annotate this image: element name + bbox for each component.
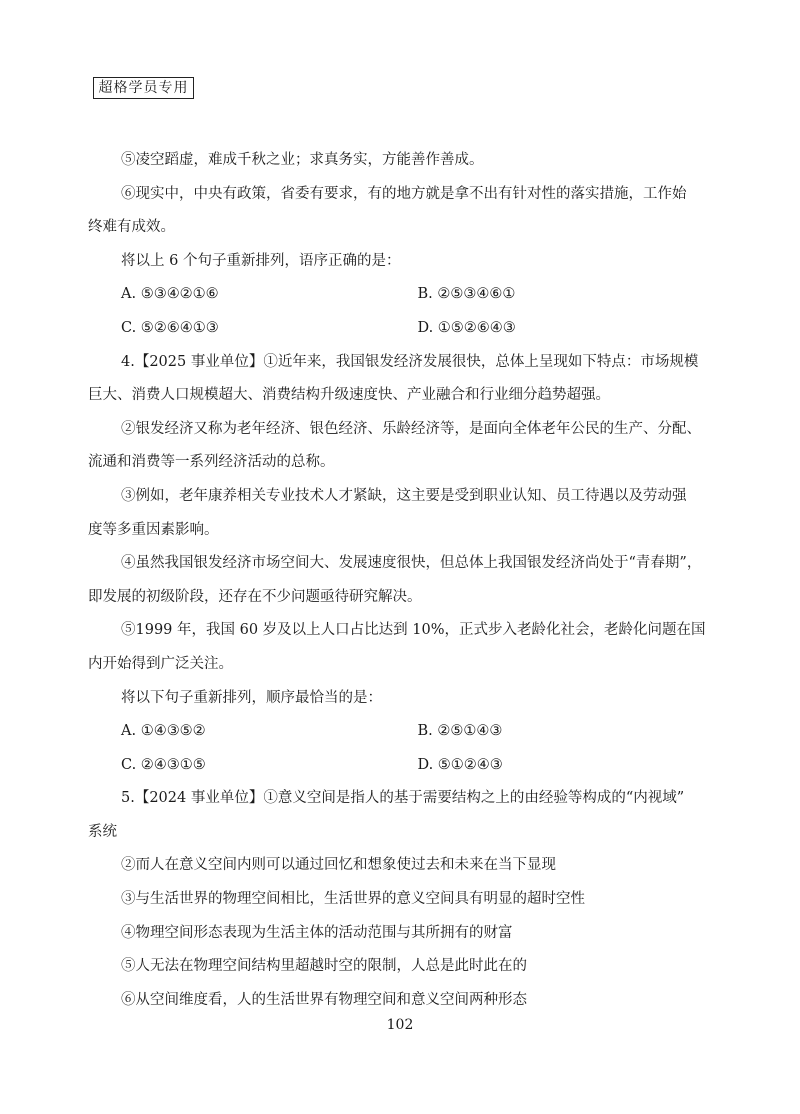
option-d: D. ①⑤②⑥④③ bbox=[417, 319, 516, 336]
text-line: ②银发经济又称为老年经济、银色经济、乐龄经济等，是面向全体老年公民的生产、分配、 bbox=[121, 420, 701, 437]
text-line: 流通和消费等一系列经济活动的总称。 bbox=[88, 454, 335, 471]
text-line: ④物理空间形态表现为生活主体的活动范围与其所拥有的财富 bbox=[121, 924, 513, 941]
option-d: D. ⑤①②④③ bbox=[417, 756, 503, 773]
text-line: 系统 bbox=[88, 823, 117, 840]
document-body bbox=[88, 144, 713, 1017]
text-line: ⑤1999 年，我国 60 岁及以上人口占比达到 10%，正式步入老龄化社会，老龄化问题在国 bbox=[121, 622, 706, 639]
question-heading: 4.【2025 事业单位】①近年来，我国银发经济发展很快，总体上呈现如下特点：市场规模 bbox=[121, 353, 699, 370]
text-line: ③例如，老年康养相关专业技术人才紧缺，这主要是受到职业认知、员工待遇以及劳动强 bbox=[121, 487, 687, 504]
options-row bbox=[88, 312, 713, 346]
text-line: 内开始得到广泛关注。 bbox=[88, 655, 233, 672]
text-line: ⑤人无法在物理空间结构里超越时空的限制，人总是此时此在的 bbox=[121, 958, 527, 975]
text-line: ③与生活世界的物理空间相比，生活世界的意义空间具有明显的超时空性 bbox=[121, 891, 585, 908]
options-row bbox=[88, 749, 713, 783]
text-line: 终难有成效。 bbox=[88, 219, 175, 236]
text-line: 即发展的初级阶段，还存在不少问题亟待研究解决。 bbox=[88, 588, 422, 605]
text-line: ②而人在意义空间内则可以通过回忆和想象使过去和未来在当下显现 bbox=[121, 857, 556, 874]
option-b: B. ②⑤①④③ bbox=[417, 723, 503, 740]
options-row bbox=[88, 278, 713, 312]
question-heading: 5.【2024 事业单位】①意义空间是指人的基于需要结构之上的由经验等构成的“内视域” bbox=[121, 790, 685, 807]
text-line: 度等多重因素影响。 bbox=[88, 521, 219, 538]
option-a: A. ⑤③④②①⑥ bbox=[121, 286, 219, 303]
page-number: 102 bbox=[386, 1017, 414, 1033]
exclusive-label: 超格学员专用 bbox=[98, 80, 189, 96]
option-b: B. ②⑤③④⑥① bbox=[417, 286, 516, 303]
question-prompt: 将以下句子重新排列，顺序最恰当的是： bbox=[121, 689, 382, 706]
option-c: C. ⑤②⑥④①③ bbox=[121, 319, 219, 336]
text-line: ④虽然我国银发经济市场空间大、发展速度很快，但总体上我国银发经济尚处于“青春期”， bbox=[121, 555, 702, 572]
exclusive-label-box bbox=[93, 77, 194, 99]
option-c: C. ②④③①⑤ bbox=[121, 756, 206, 773]
option-a: A. ①④③⑤② bbox=[121, 723, 206, 740]
options-row bbox=[88, 715, 713, 749]
text-line: ⑤凌空蹈虚，难成千秋之业；求真务实，方能善作善成。 bbox=[121, 152, 484, 168]
text-line: 巨大、消费人口规模超大、消费结构升级速度快、产业融合和行业细分趋势超强。 bbox=[88, 387, 610, 404]
question-prompt: 将以上 6 个句子重新排列，语序正确的是： bbox=[121, 252, 401, 269]
text-line: ⑥从空间维度看，人的生活世界有物理空间和意义空间两种形态 bbox=[121, 991, 527, 1008]
text-line: ⑥现实中，中央有政策，省委有要求，有的地方就是拿不出有针对性的落实措施，工作始 bbox=[121, 185, 687, 202]
